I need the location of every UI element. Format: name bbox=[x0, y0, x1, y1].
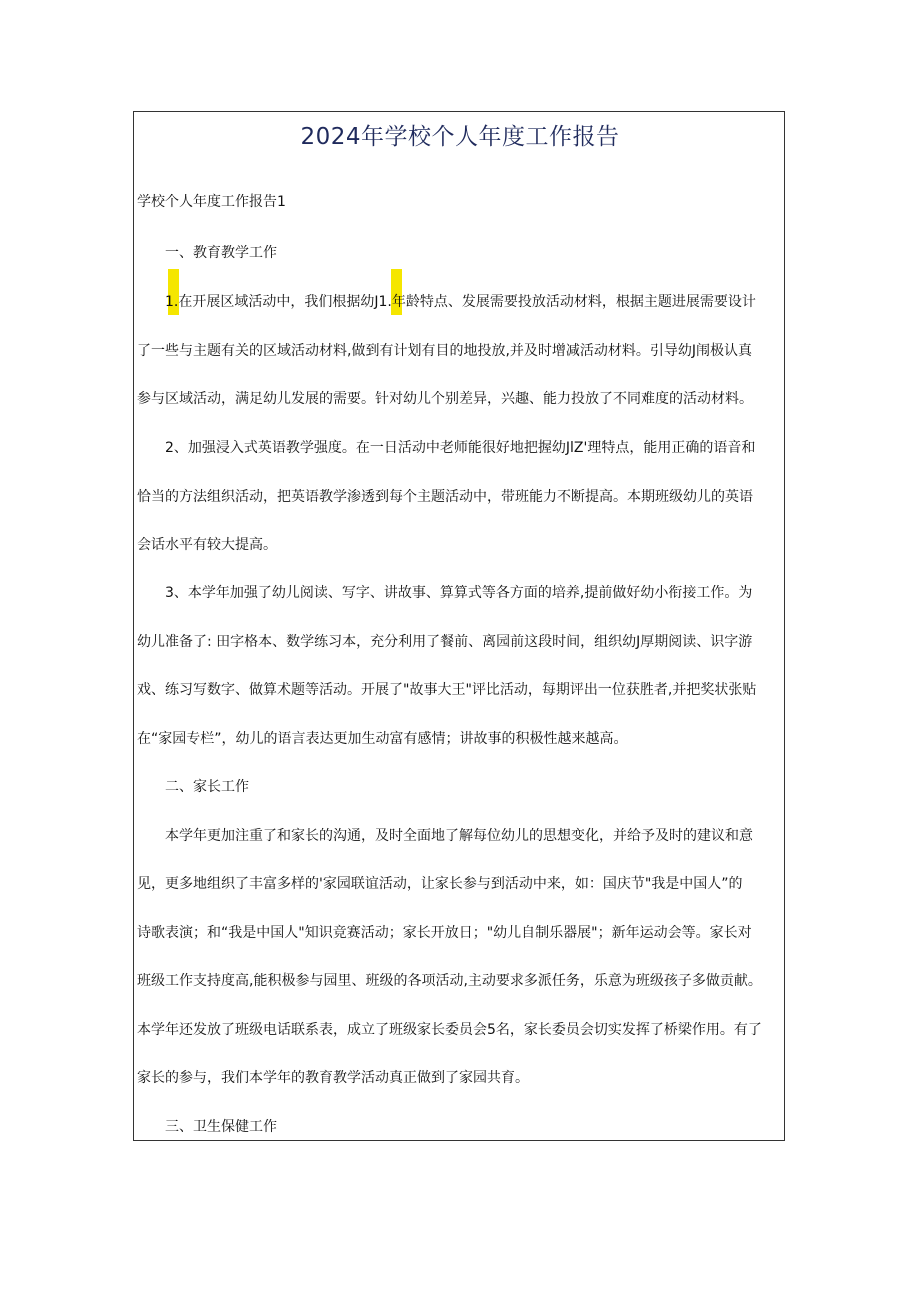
paragraph-line: 本学年还发放了班级电话联系表，成立了班级家长委员会5名，家长委员会切实发挥了桥梁作用。有了 bbox=[137, 1022, 762, 1038]
paragraph-line: 2、加强浸入式英语教学强度。在一日活动中老师能很好地把握幼JlZ'理特点，能用正确的语音和 bbox=[165, 440, 756, 456]
paragraph-line: 本学年更加注重了和家长的沟通，及时全面地了解每位幼儿的思想变化，并给予及时的建议和意 bbox=[165, 828, 753, 844]
section-heading: 一、教育教学工作 bbox=[165, 245, 277, 261]
paragraph-line: 诗歌表演；和“我是中国人"知识竞赛活动；家长开放日；"幼儿自制乐器展"；新年运动会等。家长对 bbox=[137, 925, 752, 941]
paragraph-line: 3、本学年加强了幼儿阅读、写字、讲故事、算算式等各方面的培养,提前做好幼小衔接工作。为 bbox=[165, 585, 753, 601]
paragraph-line: 戏、练习写数字、做算术题等活动。开展了"故事大王"评比活动，每期评出一位获胜者,并把奖状张贴 bbox=[137, 682, 757, 698]
document-title: 2024年学校个人年度工作报告 bbox=[300, 124, 620, 150]
paragraph-line: 参与区域活动，满足幼儿发展的需要。针对幼儿个别差异，兴趣、能力投放了不同难度的活动材料。 bbox=[137, 391, 753, 407]
document-subtitle: 学校个人年度工作报告1 bbox=[137, 194, 286, 210]
paragraph-line: 在“家园专栏”，幼儿的语言表达更加生动富有感情；讲故事的积极性越来越高。 bbox=[137, 731, 628, 747]
paragraph-line: 班级工作支持度高,能积极参与园里、班级的各项活动,主动要求多派任务，乐意为班级孩子多做贡献。 bbox=[137, 973, 762, 989]
paragraph-line: 幼儿准备了: 田字格本、数学练习本，充分利用了餐前、离园前这段时间，组织幼J厚期阅读、识字游 bbox=[137, 634, 753, 650]
section-heading: 三、卫生保健工作 bbox=[165, 1119, 277, 1135]
paragraph-line: 恰当的方法组织活动，把英语教学渗透到每个主题活动中，带班能力不断提高。本期班级幼儿的英语 bbox=[137, 489, 753, 505]
section-heading: 二、家长工作 bbox=[165, 779, 249, 795]
paragraph-line: 会话水平有较大提高。 bbox=[137, 537, 277, 553]
paragraph-line: 见，更多地组织了丰富多样的'家园联谊活动，让家长参与到活动中来，如：国庆节"我是中国人”的 bbox=[137, 876, 743, 892]
paragraph-line: 家长的参与，我们本学年的教育教学活动真正做到了家园共育。 bbox=[137, 1070, 529, 1086]
paragraph-line: 1.在开展区域活动中，我们根据幼J1.年龄特点、发展需要投放活动材料，根据主题进展需要设计 bbox=[165, 294, 756, 310]
paragraph-line: 了一些与主题有关的区域活动材料,做到有计划有目的地投放,并及时增减活动材料。引导幼J闱极认真 bbox=[137, 343, 753, 359]
